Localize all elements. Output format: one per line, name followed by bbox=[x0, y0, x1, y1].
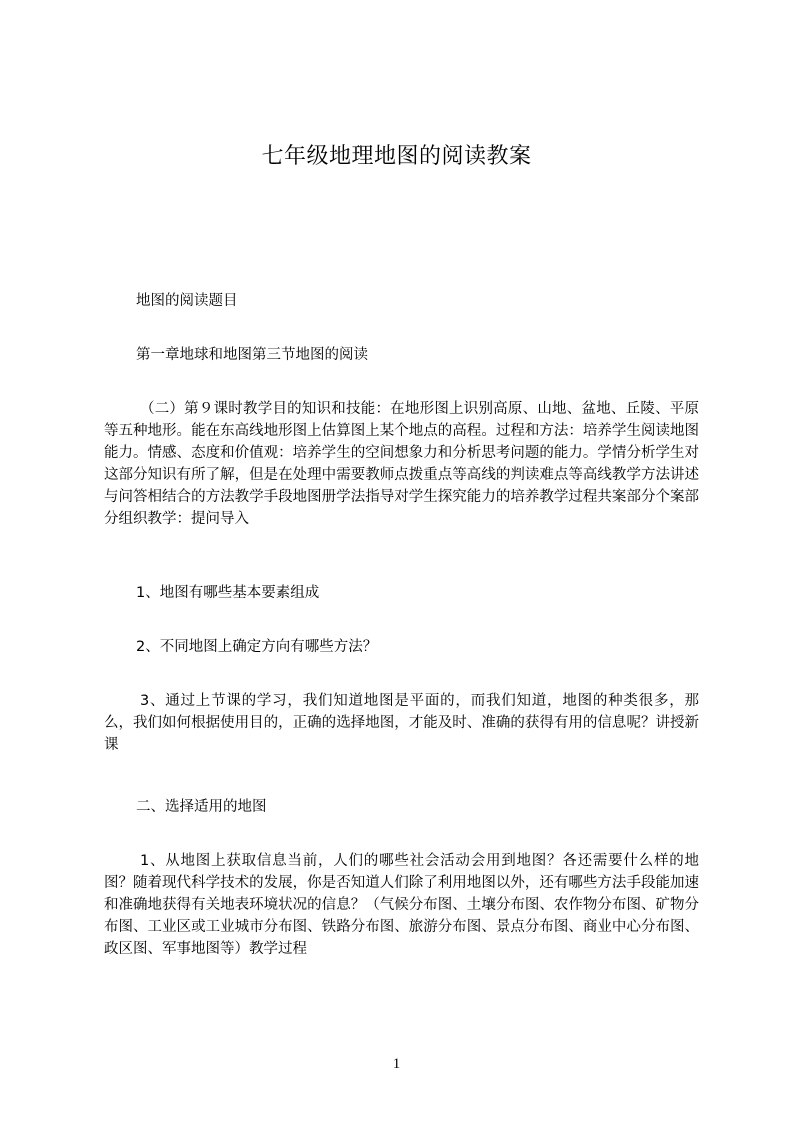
paragraph-section-body: 1、从地图上获取信息当前，人们的哪些社会活动会用到地图？各还需要什么样的地图？随着现代科学技术的发展，你是否知道人们除了利用地图以外，还有哪些方法手段能加速和准确地获得有关地表环境状况的信息？（气候分布图、土壤分布图、农作物分布图、矿物分布图、工业区或工业城市分布图、铁路分布图、旅游分布图、景点分布图、商业中心分布图、政区图、军事地图等）教学过程 bbox=[104, 853, 699, 957]
page-number: 1 bbox=[392, 1056, 401, 1072]
paragraph-question-2: 2、不同地图上确定方向有哪些方法？ bbox=[136, 639, 378, 655]
paragraph-topic: 地图的阅读题目 bbox=[136, 293, 238, 309]
paragraph-question-3: 3、通过上节课的学习，我们知道地图是平面的，而我们知道，地图的种类很多，那么，我们如何根据使用目的，正确的选择地图，才能及时、准确的获得有用的信息呢？讲授新课 bbox=[104, 693, 699, 753]
document-title: 七年级地理地图的阅读教案 bbox=[261, 144, 532, 169]
paragraph-question-1: 1、地图有哪些基本要素组成 bbox=[136, 585, 320, 601]
paragraph-objectives: （二）第９课时教学目的知识和技能：在地形图上识别高原、山地、盆地、丘陵、平原等五种地形。能在东高线地形图上估算图上某个地点的高程。过程和方法：培养学生阅读地图能力。情感、态度和价值观：培养学生的空间想象力和分析思考问题的能力。学情分析学生对这部分知识有所了解，但是在处理中需要教师点拨重点等高线的判读难点等高线教学方法讲述与问答相结合的方法教学手段地图册学法指导对学生探究能力的培养教学过程共案部分个案部分组织教学：提问导入 bbox=[104, 401, 699, 527]
paragraph-chapter: 第一章地球和地图第三节地图的阅读 bbox=[136, 347, 368, 363]
section-heading: 二、选择适用的地图 bbox=[136, 799, 267, 815]
